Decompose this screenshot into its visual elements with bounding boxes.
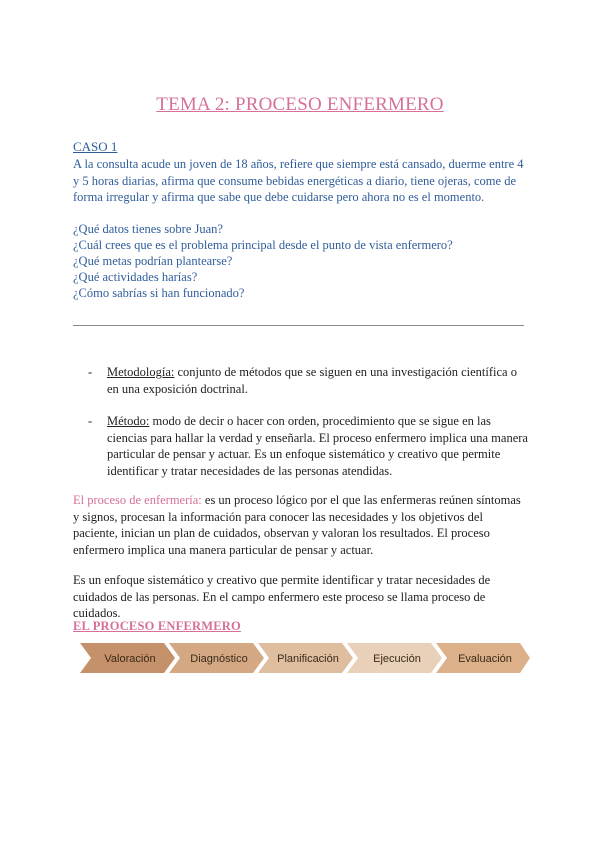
- definition-text: conjunto de métodos que se siguen en una investigación científica o en una exposición doctrinal.: [107, 365, 517, 396]
- definition-item-metodo: [88, 413, 528, 479]
- process-definition-text: es un proceso lógico por el que las enfermeras reúnen síntomas y signos, procesan la información para conocer las necesidades y los objetivos del paciente, inician un plan de cuidados, observan y valoran los resultados. El proceso enfermero implica una manera particular de pensar y actuar.: [73, 493, 521, 557]
- step-label: Valoración: [104, 653, 156, 665]
- definition-list: [88, 364, 528, 495]
- list-dash: -: [88, 365, 93, 379]
- case-description: A la consulta acude un joven de 18 años, refiere que siempre está cansado, duerme entre 4 y 5 horas diarias, afirma que consume bebidas energéticas a diario, tiene ojeras, come de forma irregular y afirma que sabe que debe cuidarse pero ahora no es el momento.: [73, 157, 524, 204]
- case-label: CASO 1: [73, 139, 118, 154]
- step-diagnostico: [169, 643, 264, 673]
- step-label: Ejecución: [373, 653, 421, 665]
- process-heading: EL PROCESO ENFERMERO: [73, 619, 241, 633]
- definition-term: Método:: [107, 414, 150, 428]
- definition-term: Metodología:: [107, 365, 175, 379]
- step-label: Planificación: [277, 653, 339, 665]
- question-item: ¿Cuál crees que es el problema principal desde el punto de vista enfermero?: [73, 238, 453, 252]
- step-valoracion: [80, 643, 175, 673]
- approach-paragraph: Es un enfoque sistemático y creativo que permite identificar y tratar necesidades de cuidados de las personas. En el campo enfermero este proceso se llama proceso de cuidados.: [73, 573, 491, 620]
- process-definition-term: El proceso de enfermería:: [73, 493, 202, 507]
- step-evaluacion: [436, 643, 530, 673]
- question-item: ¿Qué actividades harías?: [73, 270, 198, 284]
- step-planificacion: [258, 643, 353, 673]
- step-label: Evaluación: [458, 653, 512, 665]
- definition-item-metodologia: [88, 364, 528, 397]
- step-label: Diagnóstico: [190, 653, 248, 665]
- question-item: ¿Cómo sabrías si han funcionado?: [73, 286, 245, 300]
- question-item: ¿Qué metas podrían plantearse?: [73, 254, 233, 268]
- step-ejecucion: [347, 643, 442, 673]
- page-title: TEMA 2: PROCESO ENFERMERO: [156, 94, 444, 115]
- process-chevrons: [80, 643, 530, 673]
- question-item: ¿Qué datos tienes sobre Juan?: [73, 222, 223, 236]
- question-list: [73, 221, 529, 301]
- process-steps-diagram: [80, 643, 530, 673]
- definition-text: modo de decir o hacer con orden, procedimiento que se sigue en las ciencias para hallar la verdad y enseñarla. El proceso enfermero implica una manera particular de pensar y actuar. Es un enfoque sistemático y creativo que permite identificar y tratar necesidades de las personas atendidas.: [107, 414, 528, 478]
- list-dash: -: [88, 414, 93, 428]
- process-definition-paragraph: [73, 492, 529, 558]
- horizontal-divider: [73, 325, 524, 326]
